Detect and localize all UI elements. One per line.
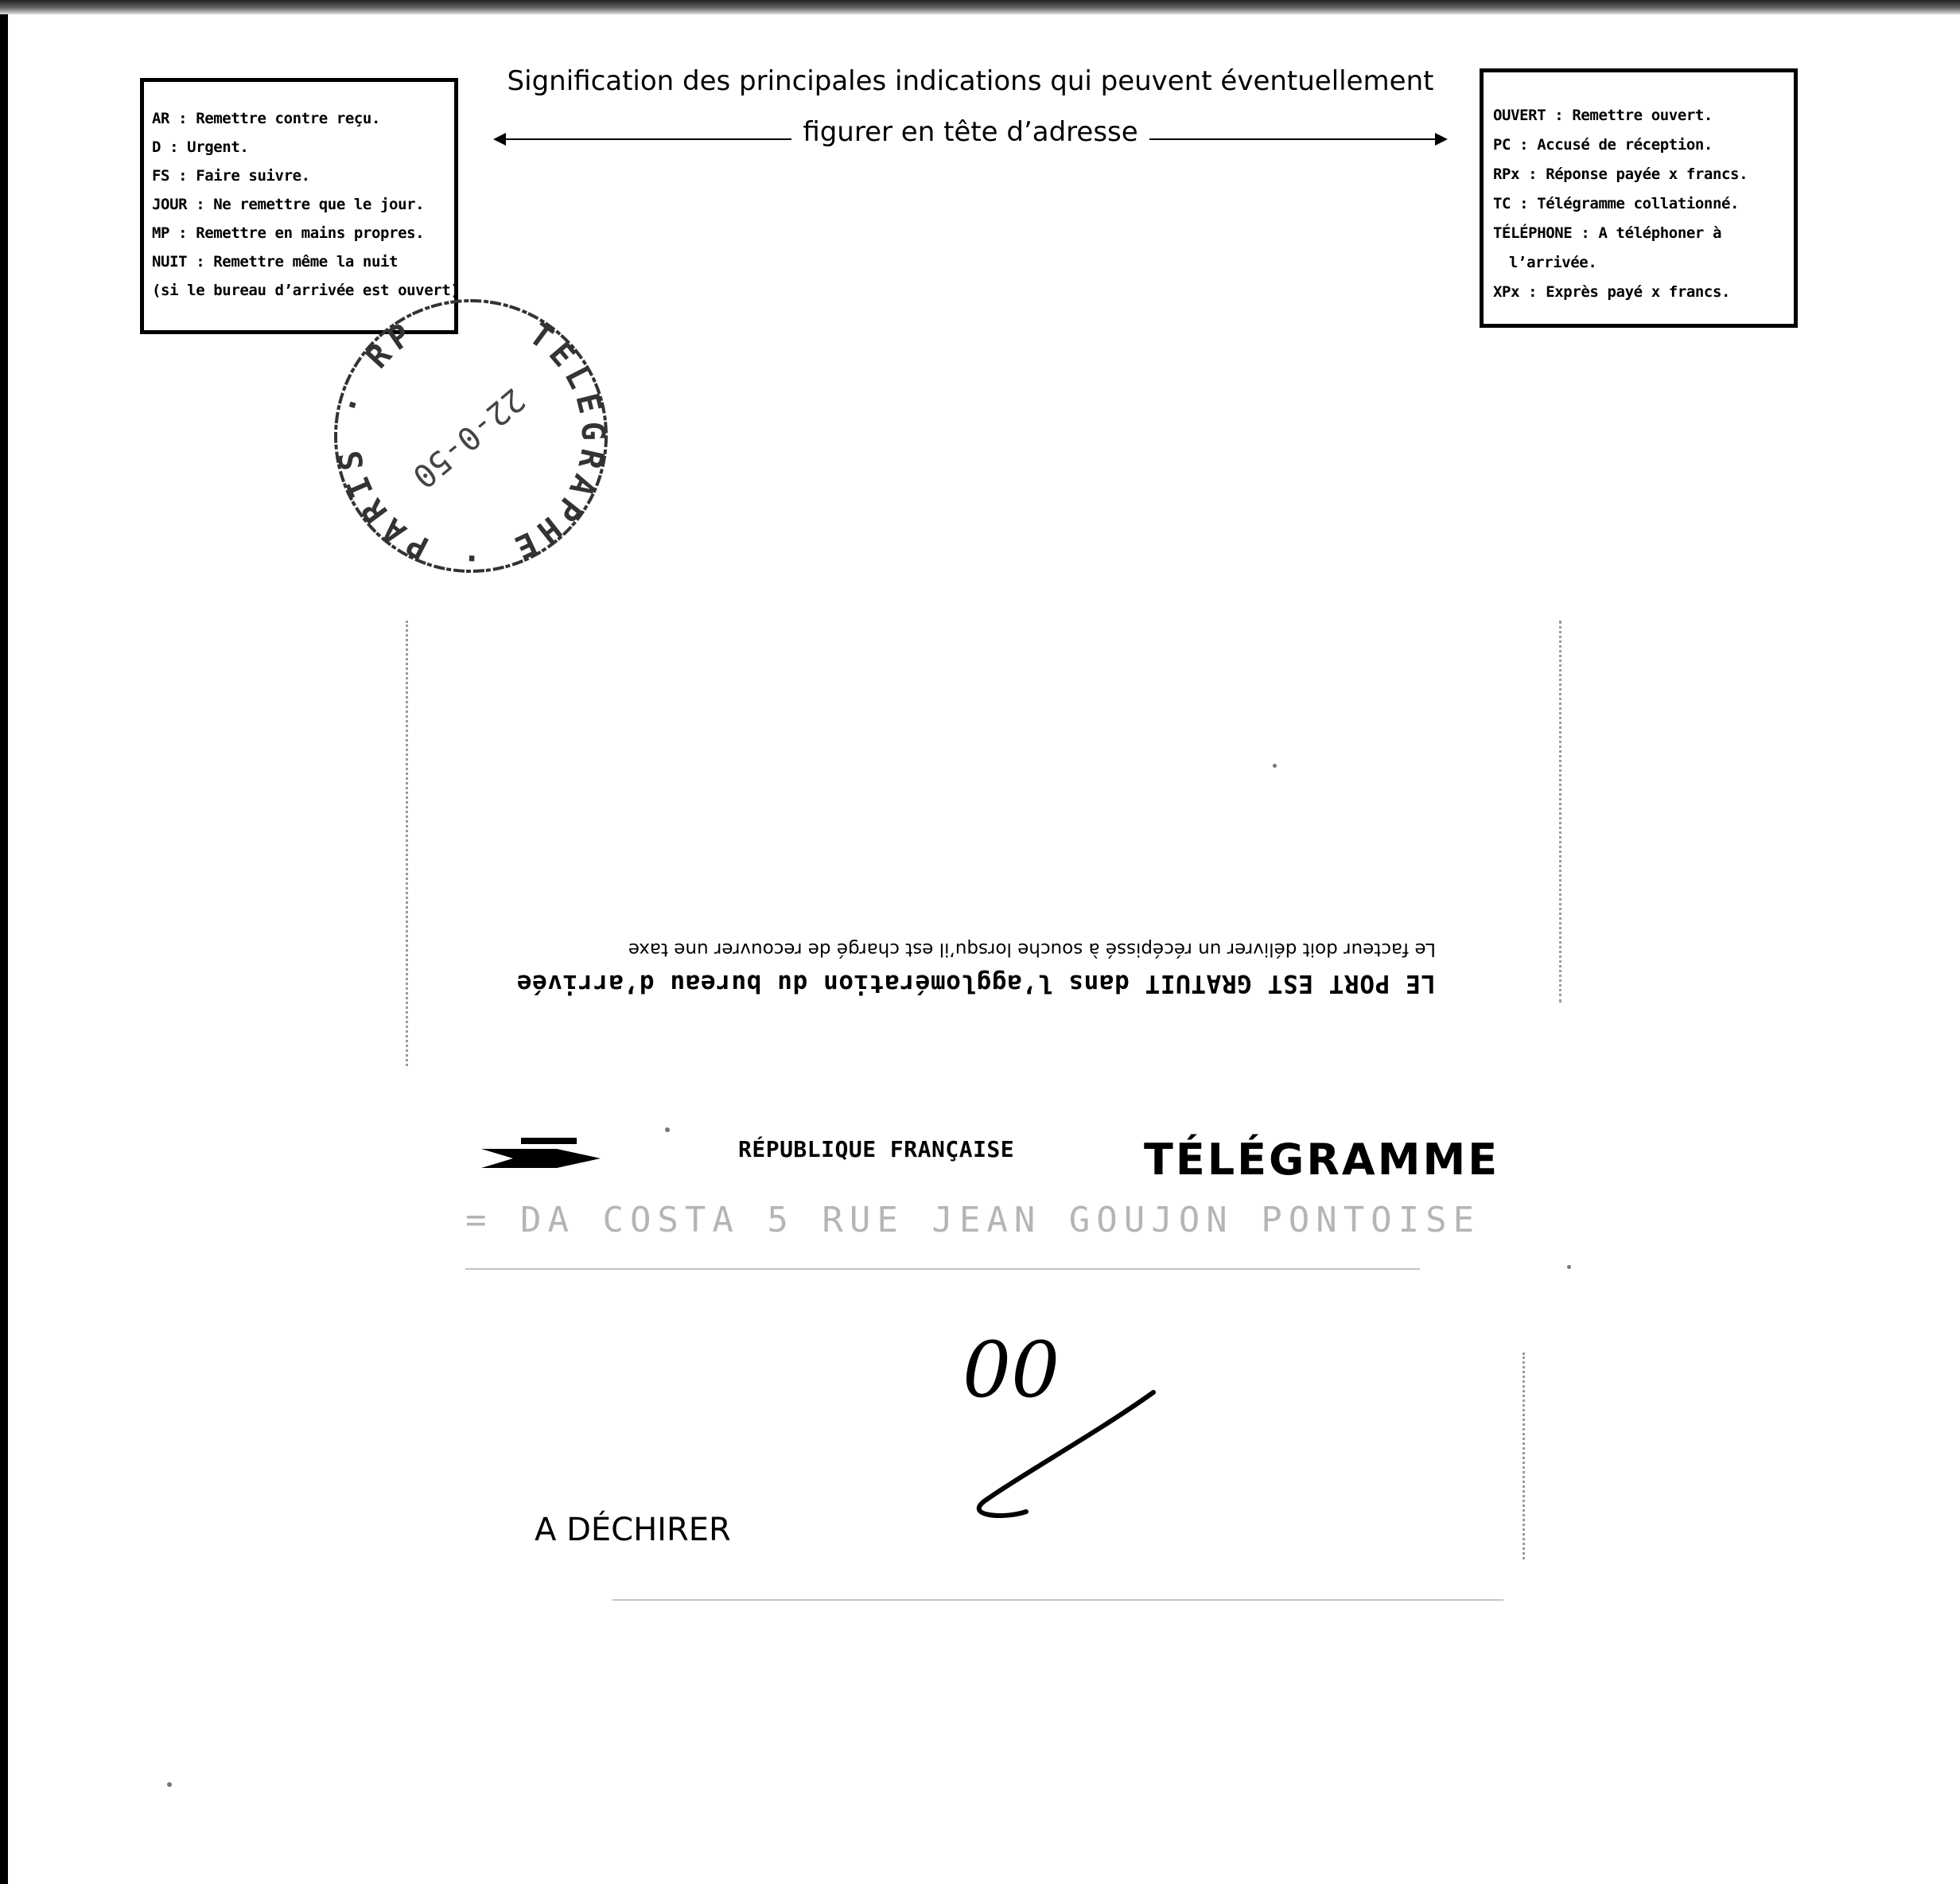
postmark-ring-text: TELEGRAPHE · PARIS · RP bbox=[330, 313, 612, 577]
legend-subheading-row bbox=[493, 116, 1448, 156]
legend-line-rpx: RPx : Réponse payée x francs. bbox=[1493, 165, 1748, 183]
faint-right-edge-lower bbox=[1522, 1353, 1525, 1559]
faint-address-line: = DA COSTA 5 RUE JEAN GOUJON PONTOISE bbox=[465, 1200, 1481, 1240]
port-notice-line1: LE PORT EST GRATUIT dans l’agglomération du bureau d’arrivée bbox=[516, 969, 1436, 998]
legend-subheading-text: figurer en tête d’adresse bbox=[791, 116, 1149, 148]
scan-left-border bbox=[0, 14, 8, 1884]
legend-line-nuit: NUIT : Remettre même la nuit bbox=[152, 253, 399, 271]
address-rule-2 bbox=[612, 1599, 1503, 1601]
signature-mark: 00 bbox=[962, 1325, 1060, 1415]
legend-line-pc: PC : Accusé de réception. bbox=[1493, 136, 1713, 154]
speck bbox=[1273, 764, 1277, 768]
legend-line-tc: TC : Télégramme collationné. bbox=[1493, 195, 1740, 212]
scan-top-border bbox=[0, 0, 1960, 14]
speck bbox=[1567, 1265, 1571, 1269]
legend-line-telephone-cont: l’arrivée. bbox=[1509, 254, 1597, 271]
ptt-logo-icon bbox=[481, 1135, 601, 1174]
telegramme-title: TÉLÉGRAMME bbox=[1144, 1135, 1500, 1185]
tear-here-label: A DÉCHIRER bbox=[535, 1512, 731, 1548]
legend-subheading bbox=[493, 116, 1448, 148]
legend-line-ar: AR : Remettre contre reçu. bbox=[152, 110, 381, 127]
legend-line-mp: MP : Remettre en mains propres. bbox=[152, 224, 425, 242]
speck bbox=[167, 1782, 172, 1787]
legend-line-telephone: TÉLÉPHONE : A téléphoner à bbox=[1493, 224, 1722, 242]
port-notice-line2: Le facteur doit délivrer un récépissé à souche lorsqu’il est chargé de recouvrer une taxe bbox=[628, 939, 1436, 960]
legend-line-ouvert: OUVERT : Remettre ouvert. bbox=[1493, 107, 1713, 124]
address-rule-1 bbox=[465, 1268, 1420, 1270]
legend-line-xpx: XPx : Exprès payé x francs. bbox=[1493, 283, 1731, 301]
republique-francaise-label: RÉPUBLIQUE FRANÇAISE bbox=[738, 1136, 1015, 1162]
legend-line-fs: FS : Faire suivre. bbox=[152, 167, 310, 185]
legend-line-d: D : Urgent. bbox=[152, 138, 249, 156]
faint-left-edge bbox=[406, 621, 408, 1066]
legend-line-jour: JOUR : Ne remettre que le jour. bbox=[152, 196, 425, 213]
signature-scribble-icon bbox=[899, 1321, 1185, 1543]
legend-line-nuit-note: (si le bureau d’arrivée est ouvert) bbox=[152, 282, 460, 299]
faint-right-edge bbox=[1559, 621, 1561, 1002]
port-notice bbox=[481, 939, 1436, 998]
postmark-stamp-icon bbox=[328, 293, 614, 579]
postmark-date: 22-0-50 bbox=[405, 380, 532, 496]
speck bbox=[665, 1127, 670, 1132]
right-legend-box bbox=[1480, 68, 1798, 328]
legend-heading: Signification des principales indications qui peuvent éventuellement bbox=[507, 65, 1434, 97]
